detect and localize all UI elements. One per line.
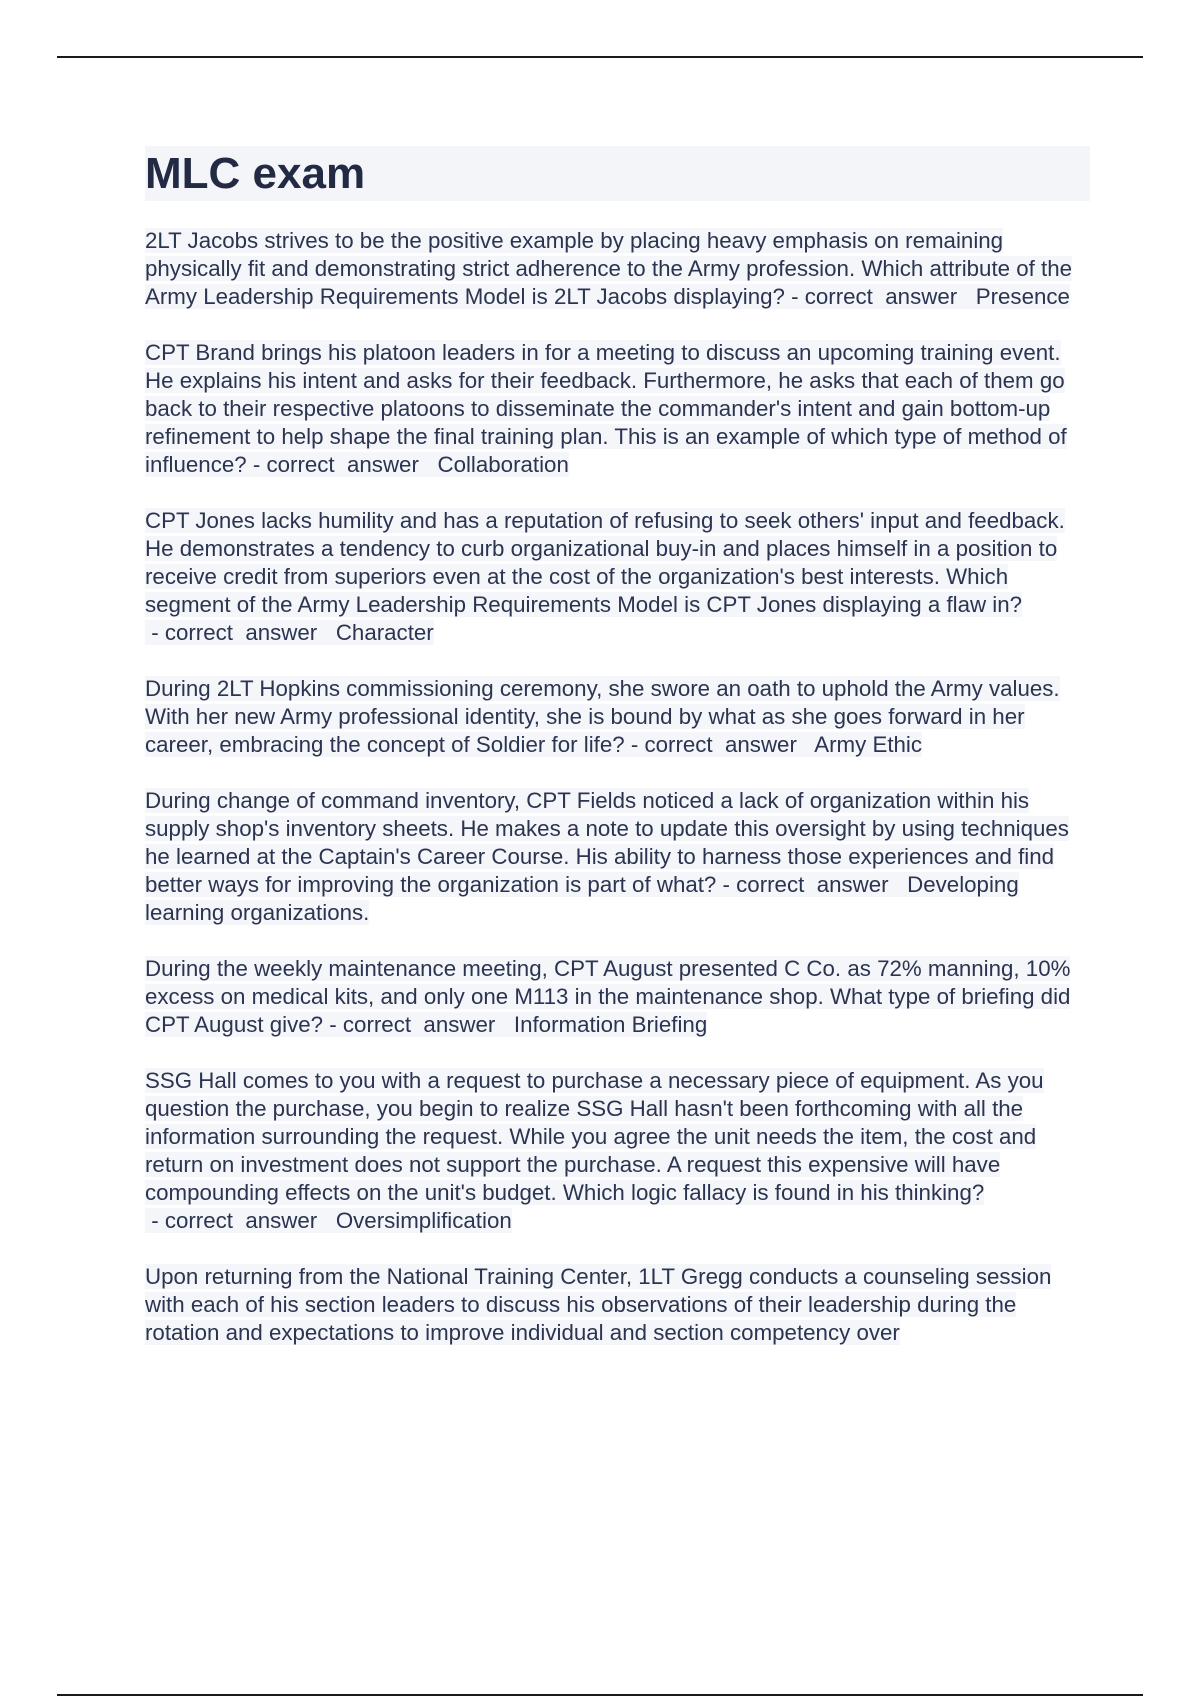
qa-item-3 [145,507,1090,647]
qa-item-4 [145,675,1090,759]
question-text: 2LT Jacobs strives to be the positive example by placing heavy emphasis on remaining physically fit and demonstrating strict adherence to the Army profession. Which attribute of the Army Leadership Requirements Model is 2LT Jacobs displaying? [145,228,1073,309]
answer-separator: - correct answer [323,1012,514,1037]
question-text: CPT Jones lacks humility and has a reputation of refusing to seek others' input and feedback. He demonstrates a tendency to curb organizational buy-in and places himself in a position to receive credit from superiors even at the cost of the organization's best interests. Which segment of the Army Leadership Requirements Model is CPT Jones displaying a flaw in? [145,508,1065,617]
answer-separator: - correct answer [784,284,976,309]
question-text: SSG Hall comes to you with a request to purchase a necessary piece of equipment. As you question the purchase, you begin to realize SSG Hall hasn't been forthcoming with all the information surrounding the request. While you agree the unit needs the item, the cost and return on investment does not support the purchase. A request this expensive will have compounding effects on the unit's budget. Which logic fallacy is found in his thinking? [145,1068,1044,1205]
answer-separator: - correct answer [145,620,336,645]
answer-separator: - correct answer [624,732,815,757]
answer-separator: - correct answer [246,452,438,477]
title-band [145,146,1090,201]
answer-text: Oversimplification [335,1208,512,1233]
answer-text: Army Ethic [814,732,923,757]
answer-separator: - correct answer [716,872,908,897]
answer-text: Developing learning organizations. [145,872,1019,925]
question-text: During change of command inventory, CPT Fields noticed a lack of organization within his supply shop's inventory sheets. He makes a note to update this oversight by using techniques he learned at the Captain's Career Course. His ability to harness those experiences and find better ways for improving the organization is part of what? [145,788,1069,897]
answer-separator: - correct answer [145,1208,336,1233]
qa-item-6 [145,955,1090,1039]
qa-item-5 [145,787,1090,927]
qa-item-1 [145,227,1090,311]
qa-item-2 [145,339,1090,479]
answer-text: Collaboration [437,452,569,477]
document-body [145,146,1090,1375]
question-text: During 2LT Hopkins commissioning ceremony, she swore an oath to uphold the Army values. With her new Army professional identity, she is bound by what as she goes forward in her career, embracing the concept of Soldier for life? [145,676,1060,757]
question-text: During the weekly maintenance meeting, CPT August presented C Co. as 72% manning, 10% excess on medical kits, and only one M113 in the maintenance shop. What type of briefing did CPT August give? [145,956,1071,1037]
answer-text: Presence [975,284,1070,309]
answer-text: Information Briefing [513,1012,708,1037]
question-text: CPT Brand brings his platoon leaders in for a meeting to discuss an upcoming training event. He explains his intent and asks for their feedback. Furthermore, he asks that each of them go back to their respective platoons to disseminate the commander's intent and gain bottom-up refinement to help shape the final training plan. This is an example of which type of method of influence? [145,340,1067,477]
answer-text: Character [335,620,434,645]
qa-item-7 [145,1067,1090,1235]
qa-item-8 [145,1263,1090,1347]
header-rule [57,56,1143,58]
document-title: MLC exam [145,149,366,198]
question-text: Upon returning from the National Training Center, 1LT Gregg conducts a counseling session with each of his section leaders to discuss his observations of their leadership during the rotation and expectations to improve individual and section competency over [145,1264,1052,1345]
footer-rule [57,1694,1143,1696]
